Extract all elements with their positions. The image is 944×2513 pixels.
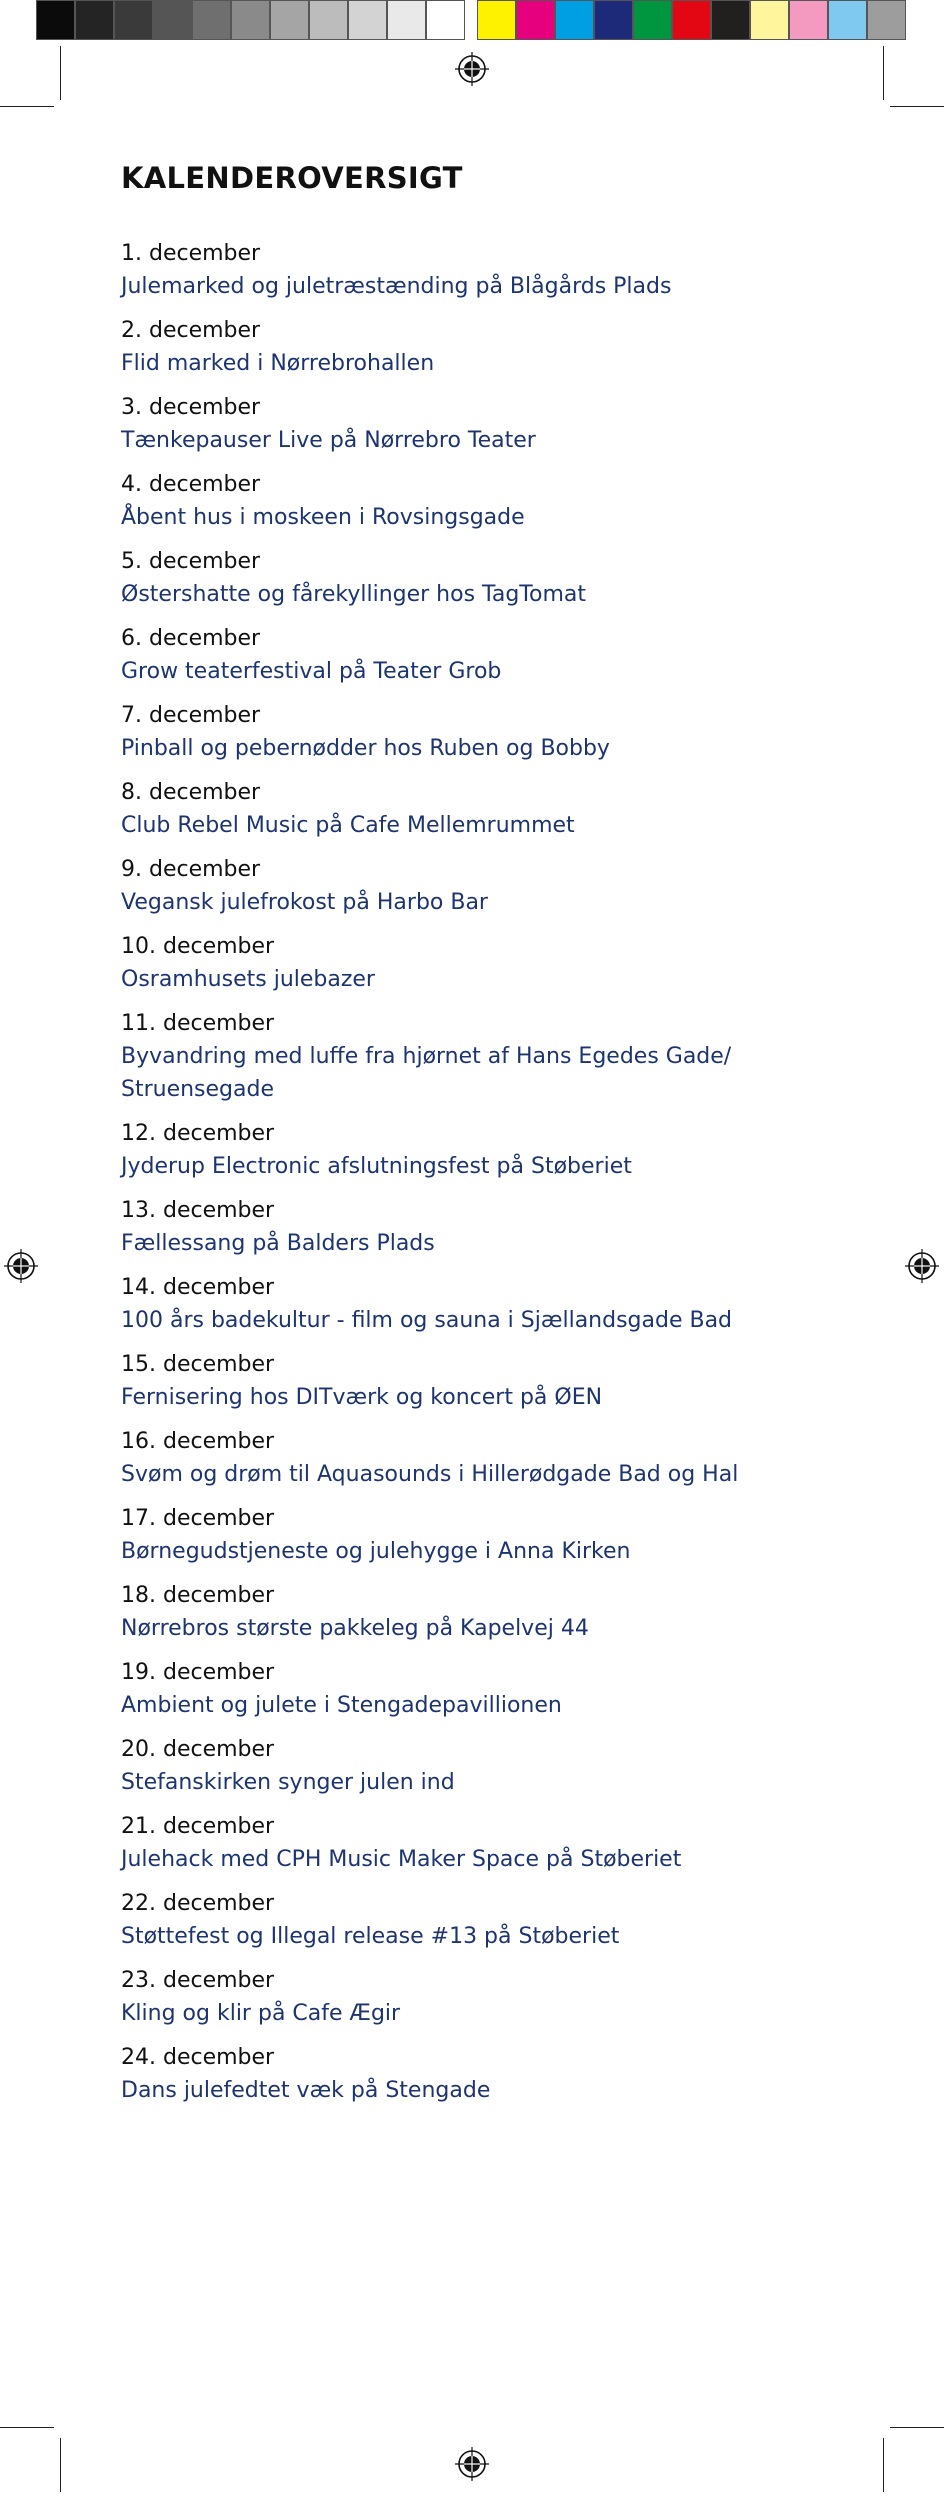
entry-event: Club Rebel Music på Cafe Mellemrummet: [121, 813, 575, 838]
entry-event: Åbent hus i moskeen i Rovsingsgade: [121, 505, 525, 530]
registration-mark-top-icon: [455, 52, 489, 86]
calendar-entry: [121, 776, 821, 842]
calendar-entry: [121, 930, 821, 996]
gray-swatch: [348, 0, 387, 40]
calendar-entry: [121, 1117, 821, 1183]
entry-date: 11. december: [121, 1011, 275, 1036]
gray-swatch: [387, 0, 426, 40]
entry-date: 8. december: [121, 780, 261, 805]
calendar-entry: [121, 1425, 821, 1491]
calendar-overview: [121, 158, 821, 2118]
entry-date: 7. december: [121, 703, 261, 728]
entry-event: Stefanskirken synger julen ind: [121, 1770, 455, 1795]
entry-date: 21. december: [121, 1814, 275, 1839]
color-swatch: [516, 0, 555, 40]
crop-mark-bottom-right-horizontal: [890, 2427, 944, 2428]
calendar-entry: [121, 699, 821, 765]
calendar-entry: [121, 391, 821, 457]
calendar-entry: [121, 1194, 821, 1260]
color-swatches: [477, 0, 906, 40]
calendar-entry: [121, 622, 821, 688]
entry-date: 18. december: [121, 1583, 275, 1608]
calendar-entry: [121, 2041, 821, 2107]
calendar-entry: [121, 545, 821, 611]
gray-swatch: [309, 0, 348, 40]
crop-mark-top-right-horizontal: [890, 106, 944, 107]
gray-swatch: [426, 0, 465, 40]
calendar-entry: [121, 468, 821, 534]
calendar-entry: [121, 1271, 821, 1337]
entry-date: 2. december: [121, 318, 261, 343]
entry-date: 6. december: [121, 626, 261, 651]
entry-event: Julehack med CPH Music Maker Space på Støberiet: [121, 1847, 682, 1872]
crop-mark-top-right-vertical: [883, 46, 884, 100]
entry-event: 100 års badekultur - film og sauna i Sjællandsgade Bad: [121, 1308, 733, 1333]
crop-mark-top-left-horizontal: [0, 106, 54, 107]
entry-date: 24. december: [121, 2045, 275, 2070]
entry-event: Grow teaterfestival på Teater Grob: [121, 659, 502, 684]
colorbar-gap: [465, 0, 477, 40]
calendar-entry: [121, 853, 821, 919]
gray-swatch: [75, 0, 114, 40]
grayscale-swatches: [36, 0, 465, 40]
entry-event: Børnegudstjeneste og julehygge i Anna Kirken: [121, 1539, 631, 1564]
gray-swatch: [192, 0, 231, 40]
calendar-entry: [121, 314, 821, 380]
entry-event: Pinball og pebernødder hos Ruben og Bobby: [121, 736, 610, 761]
entry-date: 9. december: [121, 857, 261, 882]
color-swatch: [477, 0, 516, 40]
calendar-entry: [121, 1656, 821, 1722]
gray-swatch: [231, 0, 270, 40]
entry-date: 1. december: [121, 241, 261, 266]
entry-event: Østershatte og fårekyllinger hos TagTomat: [121, 582, 586, 607]
entry-event: Flid marked i Nørrebrohallen: [121, 351, 435, 376]
calendar-entry: [121, 1964, 821, 2030]
color-swatch: [555, 0, 594, 40]
color-swatch: [672, 0, 711, 40]
entry-event: Vegansk julefrokost på Harbo Bar: [121, 890, 488, 915]
entry-date: 10. december: [121, 934, 275, 959]
color-swatch: [750, 0, 789, 40]
entry-event: Svøm og drøm til Aquasounds i Hillerødgade Bad og Hal: [121, 1462, 739, 1487]
registration-mark-left-icon: [4, 1249, 38, 1283]
calendar-entry: [121, 1887, 821, 1953]
calendar-entry: [121, 1007, 821, 1106]
gray-swatch: [153, 0, 192, 40]
entry-event: Tænkepauser Live på Nørrebro Teater: [121, 428, 536, 453]
entry-date: 17. december: [121, 1506, 275, 1531]
entry-date: 4. december: [121, 472, 261, 497]
entry-date: 14. december: [121, 1275, 275, 1300]
crop-mark-bottom-left-vertical: [60, 2438, 61, 2492]
entry-date: 19. december: [121, 1660, 275, 1685]
entry-event: Kling og klir på Cafe Ægir: [121, 2001, 401, 2026]
entry-date: 15. december: [121, 1352, 275, 1377]
registration-mark-bottom-icon: [455, 2447, 489, 2481]
calendar-entry-list: [121, 237, 821, 2107]
entry-event: Fællessang på Balders Plads: [121, 1231, 435, 1256]
entry-event: Fernisering hos DITværk og koncert på ØEN: [121, 1385, 603, 1410]
entry-event: Byvandring med luffe fra hjørnet af Hans Egedes Gade/ Struensegade: [121, 1044, 732, 1102]
calendar-entry: [121, 237, 821, 303]
printer-color-bar: [36, 0, 906, 40]
color-swatch: [867, 0, 906, 40]
gray-swatch: [36, 0, 75, 40]
entry-event: Ambient og julete i Stengadepavillionen: [121, 1693, 562, 1718]
color-swatch: [711, 0, 750, 40]
entry-date: 20. december: [121, 1737, 275, 1762]
calendar-entry: [121, 1502, 821, 1568]
entry-date: 22. december: [121, 1891, 275, 1916]
entry-date: 12. december: [121, 1121, 275, 1146]
entry-event: Jyderup Electronic afslutningsfest på Støberiet: [121, 1154, 632, 1179]
gray-swatch: [114, 0, 153, 40]
calendar-entry: [121, 1579, 821, 1645]
entry-date: 13. december: [121, 1198, 275, 1223]
calendar-entry: [121, 1733, 821, 1799]
entry-event: Julemarked og juletræstænding på Blågårds Plads: [121, 274, 672, 299]
gray-swatch: [270, 0, 309, 40]
calendar-entry: [121, 1348, 821, 1414]
registration-mark-right-icon: [905, 1249, 939, 1283]
entry-event: Osramhusets julebazer: [121, 967, 375, 992]
calendar-entry: [121, 1810, 821, 1876]
color-swatch: [633, 0, 672, 40]
color-swatch: [828, 0, 867, 40]
color-swatch: [594, 0, 633, 40]
crop-mark-top-left-vertical: [60, 46, 61, 100]
entry-event: Nørrebros største pakkeleg på Kapelvej 44: [121, 1616, 589, 1641]
crop-mark-bottom-right-vertical: [883, 2438, 884, 2492]
entry-date: 16. december: [121, 1429, 275, 1454]
entry-date: 23. december: [121, 1968, 275, 1993]
entry-date: 3. december: [121, 395, 261, 420]
entry-event: Dans julefedtet væk på Stengade: [121, 2078, 491, 2103]
entry-date: 5. december: [121, 549, 261, 574]
crop-mark-bottom-left-horizontal: [0, 2427, 54, 2428]
entry-event: Støttefest og Illegal release #13 på Støberiet: [121, 1924, 620, 1949]
page-title: KALENDEROVERSIGT: [121, 161, 463, 195]
color-swatch: [789, 0, 828, 40]
